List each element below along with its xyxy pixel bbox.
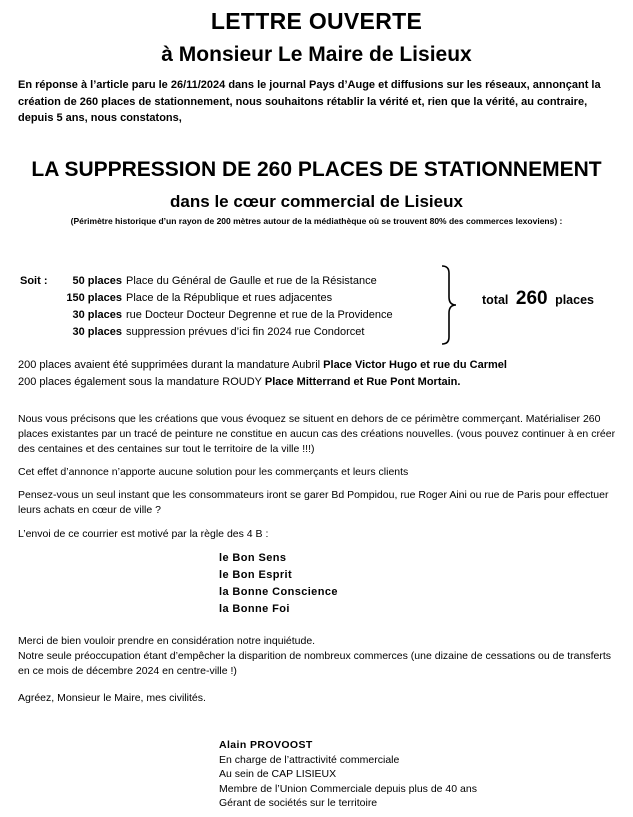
mandature-count: 200 places: [18, 359, 72, 371]
list-item: [56, 273, 393, 290]
headline: LA SUPPRESSION DE 260 PLACES DE STATIONNEMENT: [31, 158, 602, 181]
paragraph-rule: L’envoi de ce courrier est motivé par la règle des 4 B :: [18, 528, 269, 540]
mandature-places: Place Mitterrand et Rue Pont Mortain.: [264, 376, 461, 388]
place-location: suppression prévues d’ici fin 2024 rue Condorcet: [126, 326, 365, 338]
mandature-text: avaient été supprimées durant la mandature Aubril: [74, 359, 321, 371]
place-count: 150 places: [66, 292, 122, 304]
letter-recipient: à Monsieur Le Maire de Lisieux: [161, 43, 472, 66]
letter-title: LETTRE OUVERTE: [210, 8, 423, 34]
mandature-text: également sous la mandature ROUDY: [74, 376, 262, 388]
signature-block: [219, 738, 477, 811]
place-location: Place du Général de Gaulle et rue de la Résistance: [126, 275, 377, 287]
rules-list: [219, 550, 338, 618]
place-count: 50 places: [72, 275, 122, 287]
concern-line: Merci de bien vouloir prendre en considération notre inquiétude.: [18, 635, 316, 647]
signature-name: Alain PROVOOST: [219, 739, 313, 751]
list-item: la Bonne Foi: [219, 603, 290, 615]
places-prefix: Soit :: [20, 275, 48, 287]
signature-line: En charge de l’attractivité commerciale: [219, 753, 400, 766]
intro-paragraph: En réponse à l’article paru le 26/11/2024 dans le journal Pays d’Auge et diffusions sur les réseaux, annonçant la création de 260 places de stationnement, nous souhaitons rétablir la vérité et, rien que la vérité, au contraire, depuis 5 ans, nous constatons,: [18, 79, 601, 124]
place-location: Place de la République et rues adjacentes: [126, 292, 333, 304]
total-unit: places: [555, 293, 594, 307]
places-list: [56, 273, 393, 341]
list-item: [56, 307, 393, 324]
paragraph-announcement: Cet effet d’annonce n’apporte aucune solution pour les commerçants et leurs clients: [18, 466, 409, 478]
list-item: le Bon Sens: [219, 552, 287, 564]
mandature-line: [18, 357, 507, 374]
paragraph-concern: [18, 634, 623, 679]
mandatures: [18, 357, 507, 391]
signature-line: Au sein de CAP LISIEUX: [219, 768, 337, 780]
list-item: [56, 324, 393, 341]
list-item: la Bonne Conscience: [219, 586, 338, 598]
paragraph-perimeter: Nous vous précisons que les créations que vous évoquez se situent en dehors de ce périmètre commerçant. Matérialiser 260 places existantes par un tracé de peinture ne constitue en aucun cas des créations nouvelles. (vous pouvez continuer à en créer des centaines et des centaines sur tout le territoire de la ville !!!): [18, 413, 616, 455]
signature-line: Gérant de sociétés sur le territoire: [219, 797, 378, 809]
concern-line: Notre seule préoccupation étant d’empêcher la disparition de nombreux commerces (une dizaine de cessations ou de transferts en ce mois de décembre 2024 en centre-ville !): [18, 650, 611, 677]
perimeter-note: (Périmètre historique d’un rayon de 200 mètres autour de la médiathèque où se trouvent 80% des commerces lexoviens) :: [70, 216, 563, 226]
curly-brace-icon: [440, 264, 464, 346]
paragraph-closing: Agréez, Monsieur le Maire, mes civilités.: [18, 692, 206, 704]
paragraph-question: Pensez-vous un seul instant que les consommateurs iront se garer Bd Pompidou, rue Roger Aini ou rue de Paris pour effectuer leurs achats en cœur de ville ?: [18, 489, 609, 516]
total-places: [482, 288, 594, 310]
mandature-count: 200 places: [18, 376, 72, 388]
place-location: rue Docteur Docteur Degrenne et rue de la Providence: [126, 309, 393, 321]
list-item: [56, 290, 393, 307]
signature-line: Membre de l’Union Commerciale depuis plus de 40 ans: [219, 782, 477, 795]
total-value: 260: [515, 288, 548, 309]
place-count: 30 places: [72, 326, 122, 338]
place-count: 30 places: [72, 309, 122, 321]
mandature-line: [18, 374, 507, 391]
total-label: total: [482, 293, 509, 307]
list-item: le Bon Esprit: [219, 569, 293, 581]
mandature-places: Place Victor Hugo et rue du Carmel: [323, 359, 507, 371]
headline-sub: dans le cœur commercial de Lisieux: [170, 192, 463, 211]
